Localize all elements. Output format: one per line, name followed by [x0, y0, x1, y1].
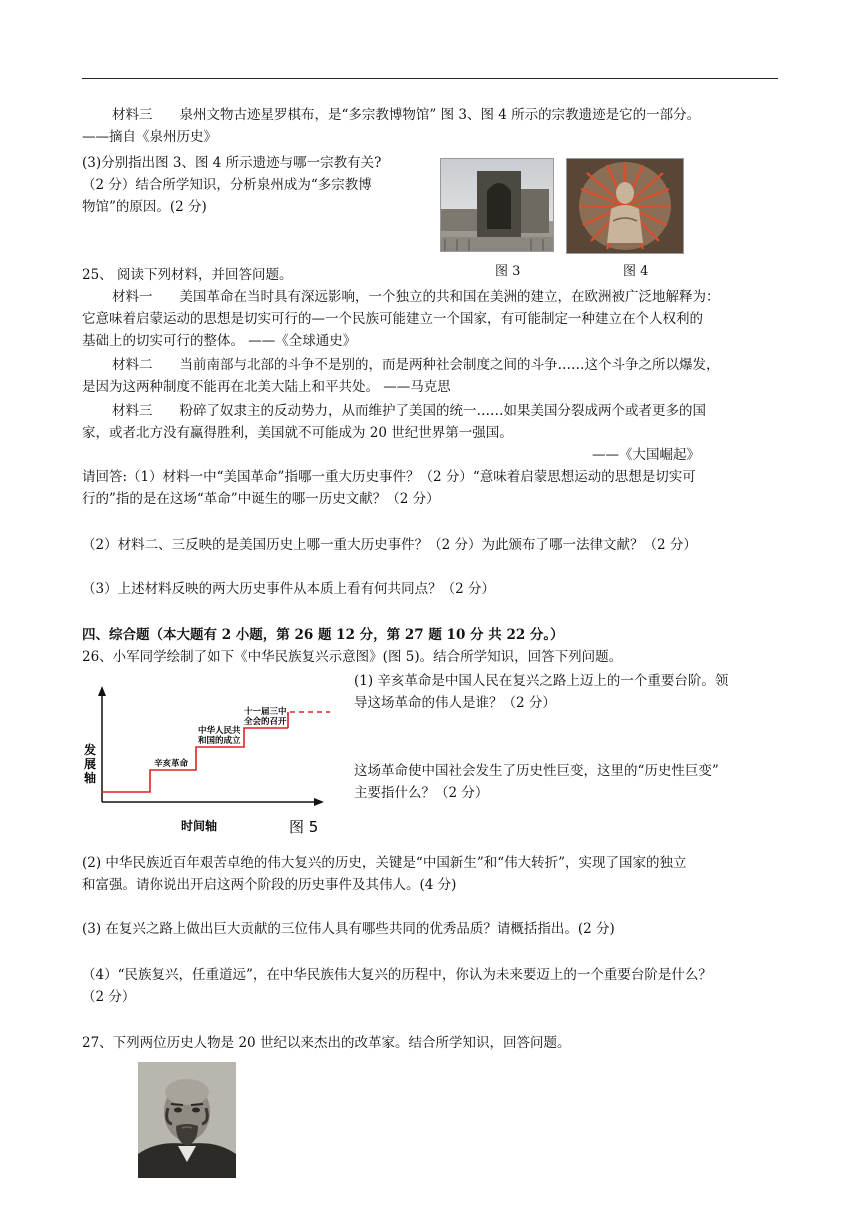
- figure-3-mosque-photo: [440, 158, 554, 252]
- y-axis-label-3: 轴: [84, 771, 97, 785]
- question-26-4-line2: （2 分）: [82, 989, 136, 1005]
- material-1-line1: 材料一 美国革命在当时具有深远影响，一个独立的共和国在美洲的建立，在欧洲被广泛地解释为：: [112, 289, 720, 305]
- step-2-label-line2: 和国的成立: [198, 736, 241, 746]
- material-3-source: ——摘自《泉州历史》: [82, 129, 217, 145]
- figure-portrait-photo: [138, 1062, 236, 1178]
- step-3-label-line1: 十一届三中: [244, 707, 287, 717]
- question-25-2: （2）材料二、三反映的是美国历史上哪一重大历史事件？（2 分）为此颁布了哪一法律文献？（2 分）: [82, 537, 697, 553]
- question-25-1-line2: 行的”指的是在这场“革命”中诞生的哪一历史文献？（2 分）: [82, 491, 440, 507]
- step-3-label-line2: 全会的召开: [244, 717, 287, 727]
- figure-3-caption: 图 3: [495, 264, 521, 279]
- section-4-heading: 四、综合题（本大题有 2 小题，第 26 题 12 分，第 27 题 10 分 共 22 分。）: [82, 627, 564, 643]
- material-1-line2: 它意味着启蒙运动的思想是切实可行的—一个民族可能建立一个国家，有可能制定一种建立在个人权利的: [82, 311, 703, 327]
- question-26-3: (3) 在复兴之路上做出巨大贡献的三位伟人具有哪些共同的优秀品质？请概括指出。(2 分): [82, 921, 615, 937]
- material-3b-source: ——《大国崛起》: [592, 447, 700, 463]
- question-26-2-line1: (2) 中华民族近百年艰苦卓绝的伟大复兴的历史，关键是“中国新生”和“伟大转折”，实现了国家的独立: [82, 855, 687, 871]
- question-26-4-line1: （4）“民族复兴，任重道远”，在中华民族伟大复兴的历程中，你认为未来要迈上的一个重要台阶是什么？: [82, 967, 712, 983]
- question-26-1-line2: 导这场革命的伟人是谁？（2 分）: [354, 695, 556, 711]
- material-3-text: 材料三 泉州文物古迹星罗棋布，是“多宗教博物馆” 图 3、图 4 所示的宗教遗迹是它的一部分。: [112, 107, 701, 123]
- step-1-label: 辛亥革命: [154, 759, 189, 769]
- x-axis-arrow: [314, 798, 324, 806]
- question-26-1b-line1: 这场革命使中国社会发生了历史性巨变，这里的“历史性巨变”: [354, 763, 719, 779]
- y-axis-label-2: 展: [84, 757, 97, 771]
- question-26-intro: 26、小军同学绘制了如下《中华民族复兴示意图》(图 5)。结合所学知识，回答下列问题。: [82, 649, 623, 665]
- figure-4-caption: 图 4: [623, 264, 649, 279]
- question-25-3: （3）上述材料反映的两大历史事件从本质上看有何共同点？（2 分）: [82, 581, 495, 597]
- figure-4-relief-photo: [566, 158, 684, 254]
- question-25-title: 25、 阅读下列材料，并回答问题。: [82, 267, 293, 283]
- staircase-line: [102, 728, 288, 792]
- material-3b-line2: 家，或者北方没有赢得胜利，美国就不可能成为 20 世纪世界第一强国。: [82, 425, 513, 441]
- material-1-line3: 基础上的切实可行的整体。 ——《全球通史》: [82, 333, 357, 349]
- question-3-line3: 物馆”的原因。(2 分): [82, 199, 207, 215]
- question-26-2-line2: 和富强。请你说出开启这两个阶段的历史事件及其伟人。(4 分): [82, 877, 457, 893]
- question-25-1-line1: 请回答:（1）材料一中“美国革命”指哪一重大历史事件？（2 分）“意味着启蒙思想运动的思想是切实可: [82, 469, 696, 485]
- question-3-line1: (3)分别指出图 3、图 4 所示遗迹与哪一宗教有关?: [82, 155, 382, 171]
- question-3-line2: （2 分）结合所学知识，分析泉州成为“多宗教博: [82, 177, 372, 193]
- question-26-1-line1: (1) 辛亥革命是中国人民在复兴之路上迈上的一个重要台阶。领: [354, 673, 729, 689]
- y-axis-arrow: [98, 686, 106, 696]
- figure-5-caption: 图 5: [289, 818, 319, 836]
- y-axis-label-1: 发: [84, 743, 97, 757]
- x-axis-label: 时间轴: [181, 819, 218, 833]
- question-26-1b-line2: 主要指什么？（2 分）: [354, 785, 489, 801]
- header-rule: [82, 78, 778, 79]
- material-2-line1: 材料二 当前南部与北部的斗争不是别的，而是两种社会制度之间的斗争……这个斗争之所以爆发，: [112, 357, 720, 373]
- question-27-intro: 27、下列两位历史人物是 20 世纪以来杰出的改革家。结合所学知识，回答问题。: [82, 1035, 571, 1051]
- step-2-label-line1: 中华人民共: [198, 726, 241, 736]
- material-2-line2: 是因为这两种制度不能再在北美大陆上和平共处。 ——马克思: [82, 379, 451, 395]
- figure-5-revival-diagram: [84, 684, 346, 836]
- material-3b-line1: 材料三 粉碎了奴隶主的反动势力，从而维护了美国的统一……如果美国分裂成两个或者更多的国: [112, 403, 706, 419]
